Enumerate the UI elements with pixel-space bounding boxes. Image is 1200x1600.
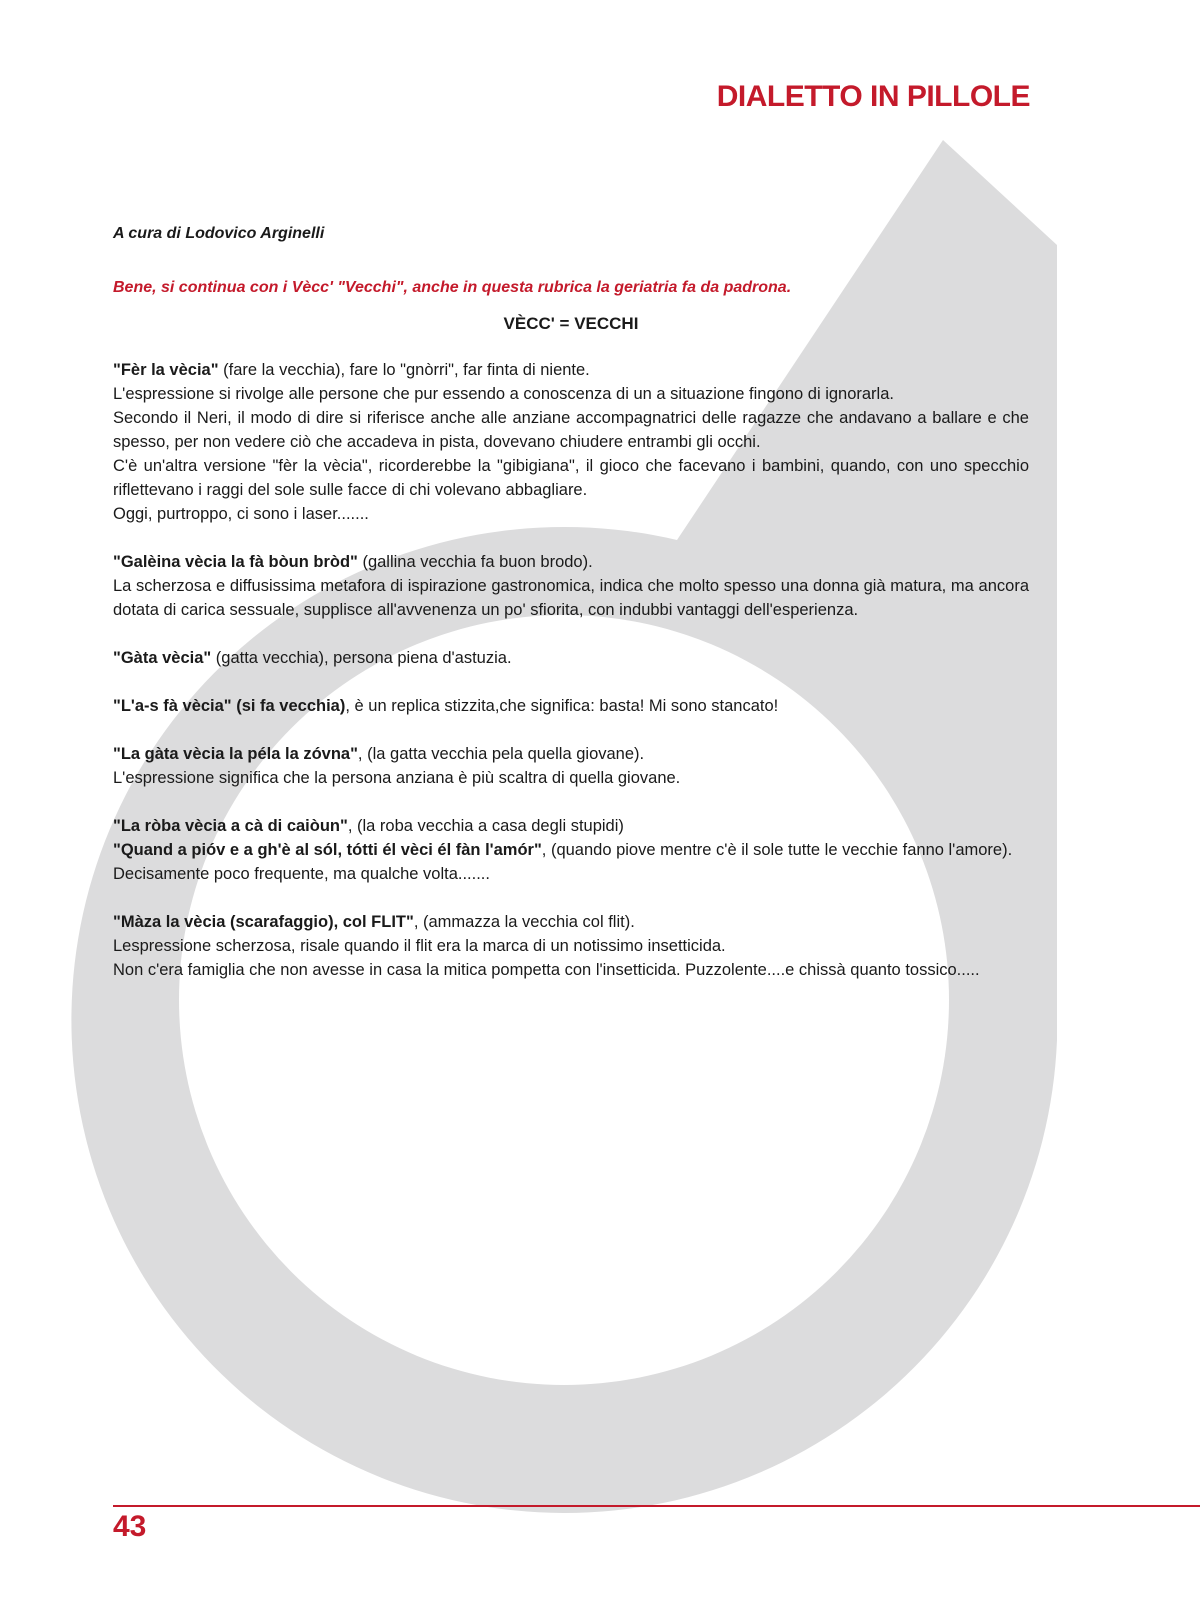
entry xyxy=(113,358,1029,526)
entry-line: Non c'era famiglia che non avesse in casa la mitica pompetta con l'insetticida. Puzzolente....e chissà quanto tossico..... xyxy=(113,961,980,979)
entry-gloss: (fare la vecchia), fare lo "gnòrri", far finta di niente. xyxy=(218,361,590,379)
entry xyxy=(113,694,1029,718)
entry-line: L'espressione si rivolge alle persone che pur essendo a conoscenza di un a situazione fingono di ignorarla. xyxy=(113,385,894,403)
entry-gloss: , (quando piove mentre c'è il sole tutte le vecchie fanno l'amore). xyxy=(541,841,1013,859)
entry-term: "Galèina vècia la fà bòun bròd" xyxy=(113,553,358,571)
entry xyxy=(113,910,1029,982)
entry-gloss: , (la roba vecchia a casa degli stupidi) xyxy=(347,817,624,835)
entry xyxy=(113,550,1029,622)
entry-line: Oggi, purtroppo, ci sono i laser....... xyxy=(113,505,369,523)
entry-term: "Fèr la vècia" xyxy=(113,361,219,379)
entry-gloss: (gallina vecchia fa buon brodo). xyxy=(357,553,593,571)
entry-gloss: , è un replica stizzita,che significa: basta! Mi sono stancato! xyxy=(345,697,779,715)
entry-gloss: , (la gatta vecchia pela quella giovane). xyxy=(357,745,645,763)
entry xyxy=(113,814,1029,886)
entry-term: "Gàta vècia" xyxy=(113,649,212,667)
entry xyxy=(113,742,1029,790)
section-heading: VÈCC' = VECCHI xyxy=(503,314,639,333)
entry-line: L'espressione significa che la persona anziana è più scaltra di quella giovane. xyxy=(113,769,681,787)
page-title: DIALETTO IN PILLOLE xyxy=(716,80,1030,113)
entry-line: Secondo il Neri, il modo di dire si riferisce anche alle anziane accompagnatrici delle ragazze che andavano a ballare e che spesso, per non vedere ciò che accadeva in pista, dovevano chiudere entrambi gli occhi. xyxy=(113,409,1029,451)
entry-term: "Màza la vècia (scarafaggio), col FLIT" xyxy=(113,913,414,931)
entry-term: "La gàta vècia la péla la zóvna" xyxy=(113,745,358,763)
article-body xyxy=(113,222,1029,1006)
entry-term: "Quand a pióv e a gh'è al sól, tótti él vèci él fàn l'amór" xyxy=(113,841,542,859)
author-credit: A cura di Lodovico Arginelli xyxy=(113,225,325,242)
entry-gloss: (gatta vecchia), persona piena d'astuzia. xyxy=(211,649,512,667)
footer-divider xyxy=(113,1505,1200,1507)
entry xyxy=(113,646,1029,670)
entry-gloss: , (ammazza la vecchia col flit). xyxy=(413,913,635,931)
page-number: 43 xyxy=(113,1510,147,1543)
entry-term: "L'a-s fà vècia" (si fa vecchia) xyxy=(113,697,346,715)
entry-line: La scherzosa e diffusissima metafora di ispirazione gastronomica, indica che molto spesso una donna già matura, ma ancora dotata di carica sessuale, supplisce all'avvenenza un po' sfiorita, con indubbi vantaggi dell'esperienza. xyxy=(113,577,1029,619)
entry-line: Decisamente poco frequente, ma qualche volta....... xyxy=(113,865,490,883)
entry-line: Lespressione scherzosa, risale quando il flit era la marca di un notissimo insetticida. xyxy=(113,937,726,955)
intro-text: Bene, si continua con i Vècc' "Vecchi", anche in questa rubrica la geriatria fa da padrona. xyxy=(113,279,792,296)
entry-term: "La ròba vècia a cà di caiòun" xyxy=(113,817,348,835)
entry-line: C'è un'altra versione "fèr la vècia", ricorderebbe la "gibigiana", il gioco che facevano i bambini, quando, con uno specchio riflettevano i raggi del sole sulle facce di chi volevano abbagliare. xyxy=(113,457,1029,499)
